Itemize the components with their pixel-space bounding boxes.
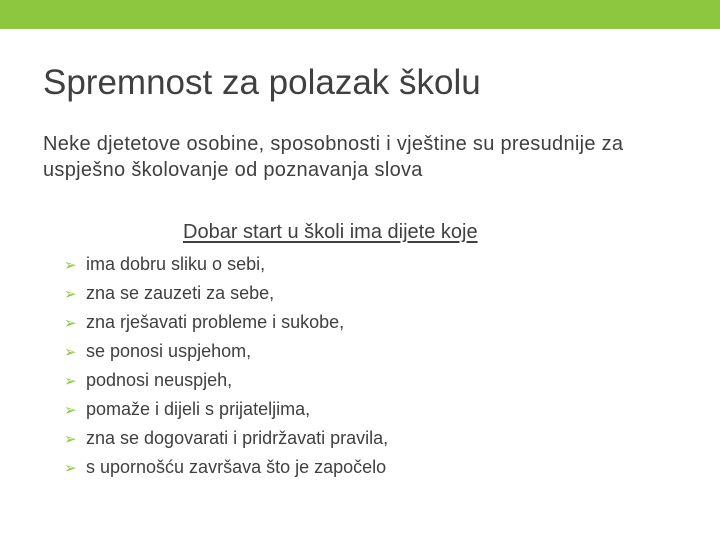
arrow-bullet-icon: ➢ <box>64 313 77 332</box>
list-item-text: zna se zauzeti za sebe, <box>86 283 275 303</box>
arrow-bullet-icon: ➢ <box>64 284 77 303</box>
slide-title: Spremnost za polazak školu <box>43 63 481 102</box>
arrow-bullet-icon: ➢ <box>64 458 77 477</box>
list-item <box>64 337 388 366</box>
bullet-list <box>64 250 388 482</box>
subheading: Dobar start u školi ima dijete koje <box>183 221 478 243</box>
list-item <box>64 424 388 453</box>
list-item-text: se ponosi uspjehom, <box>86 341 252 361</box>
list-item-text: ima dobru sliku o sebi, <box>86 254 266 274</box>
list-item <box>64 395 388 424</box>
list-item <box>64 308 388 337</box>
list-item <box>64 250 388 279</box>
list-item <box>64 279 388 308</box>
list-item-text: podnosi neuspjeh, <box>86 370 233 390</box>
arrow-bullet-icon: ➢ <box>64 255 77 274</box>
list-item <box>64 453 388 482</box>
top-accent-bar <box>0 0 720 29</box>
arrow-bullet-icon: ➢ <box>64 429 77 448</box>
intro-text: Neke djetetove osobine, sposobnosti i vještine su presudnije za uspješno školovanje od poznavanja slova <box>43 133 624 181</box>
list-item-text: pomaže i dijeli s prijateljima, <box>86 399 311 419</box>
list-item <box>64 366 388 395</box>
list-item-text: zna rješavati probleme i sukobe, <box>86 312 345 332</box>
list-item-text: zna se dogovarati i pridržavati pravila, <box>86 428 389 448</box>
arrow-bullet-icon: ➢ <box>64 400 77 419</box>
arrow-bullet-icon: ➢ <box>64 371 77 390</box>
list-item-text: s upornošću završava što je započelo <box>86 457 387 477</box>
arrow-bullet-icon: ➢ <box>64 342 77 361</box>
